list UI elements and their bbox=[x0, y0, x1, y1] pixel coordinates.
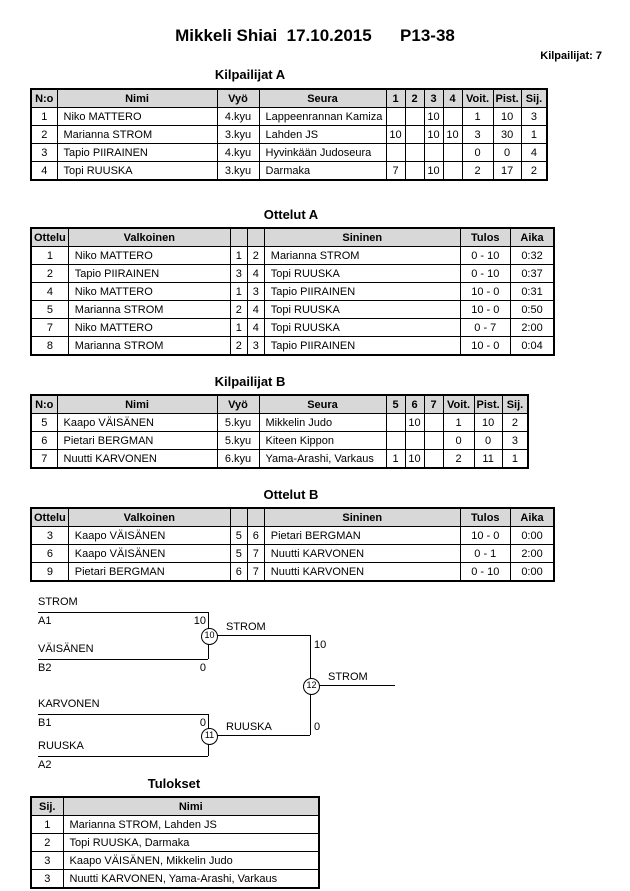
bracket-line bbox=[38, 756, 208, 757]
col-header-aika: Aika bbox=[510, 508, 554, 527]
cell-sij: 3 bbox=[31, 852, 63, 870]
col-header-valkoinen: Valkoinen bbox=[68, 508, 230, 527]
bracket-score: 10 bbox=[193, 615, 206, 627]
elimination-bracket bbox=[30, 594, 600, 774]
cell-pist: 10 bbox=[474, 414, 502, 432]
table-row bbox=[31, 414, 528, 432]
cell-white-no: 1 bbox=[230, 247, 247, 265]
col-header-sininen: Sininen bbox=[264, 228, 460, 247]
cell-tulos: 10 - 0 bbox=[460, 337, 510, 356]
competitor-count: Kilpailijat: 7 bbox=[540, 50, 602, 62]
cell-match-points bbox=[405, 108, 424, 126]
tulokset-table bbox=[30, 796, 320, 889]
table-row bbox=[31, 432, 528, 450]
cell-aika: 0:37 bbox=[510, 265, 554, 283]
col-header-match-7: 7 bbox=[424, 395, 443, 414]
table-row bbox=[31, 870, 319, 889]
cell-no: 3 bbox=[31, 144, 57, 162]
cell-sininen: Tapio PIIRAINEN bbox=[264, 337, 460, 356]
cell-blue-no: 2 bbox=[247, 247, 264, 265]
cell-valkoinen: Marianna STROM bbox=[68, 301, 230, 319]
cell-nimi: Nuutti KARVONEN, Yama-Arashi, Varkaus bbox=[63, 870, 319, 889]
cell-sininen: Nuutti KARVONEN bbox=[264, 545, 460, 563]
table-header-row bbox=[31, 89, 547, 108]
cell-aika: 2:00 bbox=[510, 319, 554, 337]
cell-white-no: 2 bbox=[230, 301, 247, 319]
bracket-score: 10 bbox=[314, 639, 327, 651]
cell-aika: 0:04 bbox=[510, 337, 554, 356]
col-header-seura: Seura bbox=[259, 395, 386, 414]
col-header-no: N:o bbox=[31, 395, 57, 414]
table-row bbox=[31, 126, 547, 144]
table-row bbox=[31, 265, 554, 283]
cell-match-points: 10 bbox=[405, 450, 424, 469]
cell-sininen: Pietari BERGMAN bbox=[264, 527, 460, 545]
cell-vyo: 4.kyu bbox=[217, 108, 259, 126]
cell-vyo: 4.kyu bbox=[217, 144, 259, 162]
cell-ottelu: 8 bbox=[31, 337, 68, 356]
cell-sij: 1 bbox=[502, 450, 528, 469]
cell-ottelu: 6 bbox=[31, 545, 68, 563]
cell-valkoinen: Kaapo VÄISÄNEN bbox=[68, 527, 230, 545]
cell-tulos: 10 - 0 bbox=[460, 283, 510, 301]
cell-vyo: 5.kyu bbox=[217, 432, 259, 450]
cell-match-points bbox=[443, 162, 462, 181]
col-header-seura: Seura bbox=[259, 89, 386, 108]
cell-sij: 1 bbox=[31, 816, 63, 834]
cell-pist: 0 bbox=[493, 144, 521, 162]
cell-match-points bbox=[405, 432, 424, 450]
col-header-match-1: 1 bbox=[386, 89, 405, 108]
cell-no: 5 bbox=[31, 414, 57, 432]
cell-aika: 0:32 bbox=[510, 247, 554, 265]
kilpailijat-a-table bbox=[30, 88, 548, 181]
cell-match-points: 10 bbox=[424, 108, 443, 126]
cell-seura: Lahden JS bbox=[259, 126, 386, 144]
cell-nimi: Kaapo VÄISÄNEN, Mikkelin Judo bbox=[63, 852, 319, 870]
bracket-entrant-name: STROM bbox=[38, 596, 78, 608]
col-header-vyo: Vyö bbox=[217, 395, 259, 414]
cell-nimi: Kaapo VÄISÄNEN bbox=[57, 414, 217, 432]
col-header-nimi: Nimi bbox=[63, 797, 319, 816]
cell-sij: 2 bbox=[31, 834, 63, 852]
kilpailijat-b-table bbox=[30, 394, 529, 469]
section-heading-ottelut-a: Ottelut A bbox=[263, 207, 319, 222]
cell-nimi: Topi RUUSKA bbox=[57, 162, 217, 181]
cell-match-points bbox=[424, 432, 443, 450]
cell-no: 2 bbox=[31, 126, 57, 144]
cell-aika: 0:31 bbox=[510, 283, 554, 301]
cell-pist: 17 bbox=[493, 162, 521, 181]
cell-seura: Darmaka bbox=[259, 162, 386, 181]
table-row bbox=[31, 852, 319, 870]
table-row bbox=[31, 337, 554, 356]
cell-nimi: Pietari BERGMAN bbox=[57, 432, 217, 450]
bracket-line bbox=[38, 659, 208, 660]
bracket-winner-name: STROM bbox=[328, 671, 368, 683]
col-header-pist: Pist. bbox=[474, 395, 502, 414]
cell-match-points bbox=[424, 414, 443, 432]
cell-sininen: Topi RUUSKA bbox=[264, 319, 460, 337]
bracket-line bbox=[208, 635, 310, 636]
cell-valkoinen: Niko MATTERO bbox=[68, 283, 230, 301]
cell-seura: Hyvinkään Judoseura bbox=[259, 144, 386, 162]
cell-white-no: 5 bbox=[230, 545, 247, 563]
cell-tulos: 0 - 10 bbox=[460, 265, 510, 283]
section-heading-tulokset: Tulokset bbox=[147, 776, 201, 791]
col-header-aika: Aika bbox=[510, 228, 554, 247]
bracket-line bbox=[310, 685, 395, 686]
bracket-match-node: 11 bbox=[201, 728, 218, 745]
cell-match-points bbox=[424, 450, 443, 469]
cell-match-points: 10 bbox=[405, 414, 424, 432]
col-header-valkoinen: Valkoinen bbox=[68, 228, 230, 247]
cell-ottelu: 7 bbox=[31, 319, 68, 337]
cell-aika: 2:00 bbox=[510, 545, 554, 563]
table-row bbox=[31, 563, 554, 582]
bracket-match-node: 12 bbox=[303, 678, 320, 695]
cell-nimi: Nuutti KARVONEN bbox=[57, 450, 217, 469]
cell-valkoinen: Niko MATTERO bbox=[68, 247, 230, 265]
cell-valkoinen: Niko MATTERO bbox=[68, 319, 230, 337]
cell-voit: 1 bbox=[462, 108, 493, 126]
cell-blue-no: 6 bbox=[247, 527, 264, 545]
col-header-tulos: Tulos bbox=[460, 228, 510, 247]
cell-nimi: Niko MATTERO bbox=[57, 108, 217, 126]
cell-blue-no: 3 bbox=[247, 337, 264, 356]
table-header-row bbox=[31, 228, 554, 247]
cell-blue-no: 7 bbox=[247, 563, 264, 582]
cell-ottelu: 5 bbox=[31, 301, 68, 319]
cell-seura: Kiteen Kippon bbox=[259, 432, 386, 450]
cell-ottelu: 2 bbox=[31, 265, 68, 283]
table-header-row bbox=[31, 508, 554, 527]
cell-seura: Mikkelin Judo bbox=[259, 414, 386, 432]
bracket-match-node: 10 bbox=[201, 628, 218, 645]
cell-nimi: Marianna STROM bbox=[57, 126, 217, 144]
cell-voit: 3 bbox=[462, 126, 493, 144]
cell-sij: 3 bbox=[502, 432, 528, 450]
cell-no: 1 bbox=[31, 108, 57, 126]
cell-match-points: 7 bbox=[386, 162, 405, 181]
bracket-line bbox=[208, 735, 310, 736]
cell-aika: 0:50 bbox=[510, 301, 554, 319]
cell-aika: 0:00 bbox=[510, 527, 554, 545]
bracket-line bbox=[38, 612, 208, 613]
section-heading-kilpailijat-b: Kilpailijat B bbox=[214, 374, 286, 389]
cell-sij: 4 bbox=[521, 144, 547, 162]
table-row bbox=[31, 319, 554, 337]
cell-sij: 3 bbox=[31, 870, 63, 889]
cell-match-points: 1 bbox=[386, 450, 405, 469]
bracket-seed-label: A2 bbox=[38, 759, 52, 771]
table-header-row bbox=[31, 395, 528, 414]
cell-match-points: 10 bbox=[424, 126, 443, 144]
col-header-tulos: Tulos bbox=[460, 508, 510, 527]
cell-match-points bbox=[405, 126, 424, 144]
cell-tulos: 0 - 7 bbox=[460, 319, 510, 337]
cell-pist: 0 bbox=[474, 432, 502, 450]
cell-white-no: 2 bbox=[230, 337, 247, 356]
cell-sininen: Topi RUUSKA bbox=[264, 265, 460, 283]
cell-voit: 0 bbox=[462, 144, 493, 162]
cell-nimi: Marianna STROM, Lahden JS bbox=[63, 816, 319, 834]
cell-pist: 11 bbox=[474, 450, 502, 469]
cell-ottelu: 3 bbox=[31, 527, 68, 545]
bracket-winner-name: STROM bbox=[226, 621, 266, 633]
table-row bbox=[31, 162, 547, 181]
cell-white-no: 5 bbox=[230, 527, 247, 545]
col-header-match-4: 4 bbox=[443, 89, 462, 108]
table-header-row bbox=[31, 797, 319, 816]
col-header-sij: Sij. bbox=[31, 797, 63, 816]
cell-no: 6 bbox=[31, 432, 57, 450]
cell-vyo: 3.kyu bbox=[217, 162, 259, 181]
table-row bbox=[31, 545, 554, 563]
cell-pist: 30 bbox=[493, 126, 521, 144]
cell-sij: 3 bbox=[521, 108, 547, 126]
cell-blue-no: 7 bbox=[247, 545, 264, 563]
table-row bbox=[31, 283, 554, 301]
bracket-entrant-name: KARVONEN bbox=[38, 698, 100, 710]
bracket-entrant-name: RUUSKA bbox=[38, 740, 84, 752]
cell-white-no: 3 bbox=[230, 265, 247, 283]
ottelut-a-table bbox=[30, 227, 555, 356]
cell-match-points bbox=[443, 108, 462, 126]
cell-tulos: 10 - 0 bbox=[460, 527, 510, 545]
col-header-nimi: Nimi bbox=[57, 395, 217, 414]
cell-seura: Yama-Arashi, Varkaus bbox=[259, 450, 386, 469]
cell-voit: 2 bbox=[462, 162, 493, 181]
cell-no: 7 bbox=[31, 450, 57, 469]
cell-match-points bbox=[386, 414, 405, 432]
page-title: Mikkeli Shiai 17.10.2015 P13-38 bbox=[175, 26, 455, 45]
cell-vyo: 6.kyu bbox=[217, 450, 259, 469]
cell-sij: 2 bbox=[502, 414, 528, 432]
bracket-seed-label: B2 bbox=[38, 662, 52, 674]
cell-match-points bbox=[405, 162, 424, 181]
col-header-blue-no bbox=[247, 508, 264, 527]
cell-no: 4 bbox=[31, 162, 57, 181]
cell-sij: 1 bbox=[521, 126, 547, 144]
bracket-winner-name: RUUSKA bbox=[226, 721, 272, 733]
cell-sininen: Nuutti KARVONEN bbox=[264, 563, 460, 582]
col-header-match-2: 2 bbox=[405, 89, 424, 108]
cell-tulos: 0 - 10 bbox=[460, 247, 510, 265]
table-row bbox=[31, 301, 554, 319]
col-header-match-6: 6 bbox=[405, 395, 424, 414]
col-header-voit: Voit. bbox=[443, 395, 474, 414]
cell-match-points bbox=[386, 432, 405, 450]
cell-blue-no: 3 bbox=[247, 283, 264, 301]
cell-voit: 2 bbox=[443, 450, 474, 469]
cell-vyo: 5.kyu bbox=[217, 414, 259, 432]
cell-tulos: 10 - 0 bbox=[460, 301, 510, 319]
col-header-sij: Sij. bbox=[521, 89, 547, 108]
cell-ottelu: 4 bbox=[31, 283, 68, 301]
cell-white-no: 1 bbox=[230, 283, 247, 301]
cell-valkoinen: Kaapo VÄISÄNEN bbox=[68, 545, 230, 563]
cell-tulos: 0 - 10 bbox=[460, 563, 510, 582]
bracket-seed-label: A1 bbox=[38, 615, 52, 627]
col-header-nimi: Nimi bbox=[57, 89, 217, 108]
bracket-score: 0 bbox=[314, 721, 321, 733]
col-header-pist: Pist. bbox=[493, 89, 521, 108]
col-header-voit: Voit. bbox=[462, 89, 493, 108]
ottelut-b-table bbox=[30, 507, 555, 582]
col-header-sininen: Sininen bbox=[264, 508, 460, 527]
cell-tulos: 0 - 1 bbox=[460, 545, 510, 563]
cell-white-no: 6 bbox=[230, 563, 247, 582]
cell-match-points bbox=[386, 144, 405, 162]
table-row bbox=[31, 247, 554, 265]
cell-ottelu: 9 bbox=[31, 563, 68, 582]
cell-voit: 1 bbox=[443, 414, 474, 432]
cell-sininen: Topi RUUSKA bbox=[264, 301, 460, 319]
table-row bbox=[31, 450, 528, 469]
cell-aika: 0:00 bbox=[510, 563, 554, 582]
cell-ottelu: 1 bbox=[31, 247, 68, 265]
bracket-entrant-name: VÄISÄNEN bbox=[38, 643, 94, 655]
cell-valkoinen: Tapio PIIRAINEN bbox=[68, 265, 230, 283]
table-row bbox=[31, 527, 554, 545]
col-header-no: N:o bbox=[31, 89, 57, 108]
cell-match-points: 10 bbox=[443, 126, 462, 144]
col-header-sij: Sij. bbox=[502, 395, 528, 414]
cell-pist: 10 bbox=[493, 108, 521, 126]
col-header-ottelu: Ottelu bbox=[31, 228, 68, 247]
col-header-white-no bbox=[230, 508, 247, 527]
cell-match-points: 10 bbox=[424, 162, 443, 181]
col-header-white-no bbox=[230, 228, 247, 247]
cell-match-points bbox=[424, 144, 443, 162]
bracket-score: 0 bbox=[199, 717, 206, 729]
table-row bbox=[31, 144, 547, 162]
bracket-seed-label: B1 bbox=[38, 717, 52, 729]
cell-valkoinen: Marianna STROM bbox=[68, 337, 230, 356]
section-heading-ottelut-b: Ottelut B bbox=[263, 487, 319, 502]
cell-white-no: 1 bbox=[230, 319, 247, 337]
cell-sininen: Marianna STROM bbox=[264, 247, 460, 265]
cell-match-points bbox=[405, 144, 424, 162]
table-row bbox=[31, 816, 319, 834]
cell-seura: Lappeenrannan Kamiza bbox=[259, 108, 386, 126]
table-row bbox=[31, 108, 547, 126]
cell-blue-no: 4 bbox=[247, 301, 264, 319]
cell-sininen: Tapio PIIRAINEN bbox=[264, 283, 460, 301]
col-header-match-5: 5 bbox=[386, 395, 405, 414]
cell-vyo: 3.kyu bbox=[217, 126, 259, 144]
cell-match-points bbox=[386, 108, 405, 126]
cell-match-points bbox=[443, 144, 462, 162]
cell-nimi: Tapio PIIRAINEN bbox=[57, 144, 217, 162]
bracket-score: 0 bbox=[199, 662, 206, 674]
col-header-ottelu: Ottelu bbox=[31, 508, 68, 527]
cell-nimi: Topi RUUSKA, Darmaka bbox=[63, 834, 319, 852]
cell-voit: 0 bbox=[443, 432, 474, 450]
col-header-match-3: 3 bbox=[424, 89, 443, 108]
cell-sij: 2 bbox=[521, 162, 547, 181]
col-header-vyo: Vyö bbox=[217, 89, 259, 108]
table-row bbox=[31, 834, 319, 852]
cell-blue-no: 4 bbox=[247, 265, 264, 283]
col-header-blue-no bbox=[247, 228, 264, 247]
section-heading-kilpailijat-a: Kilpailijat A bbox=[214, 67, 286, 82]
cell-valkoinen: Pietari BERGMAN bbox=[68, 563, 230, 582]
cell-match-points: 10 bbox=[386, 126, 405, 144]
bracket-line bbox=[38, 714, 208, 715]
cell-blue-no: 4 bbox=[247, 319, 264, 337]
